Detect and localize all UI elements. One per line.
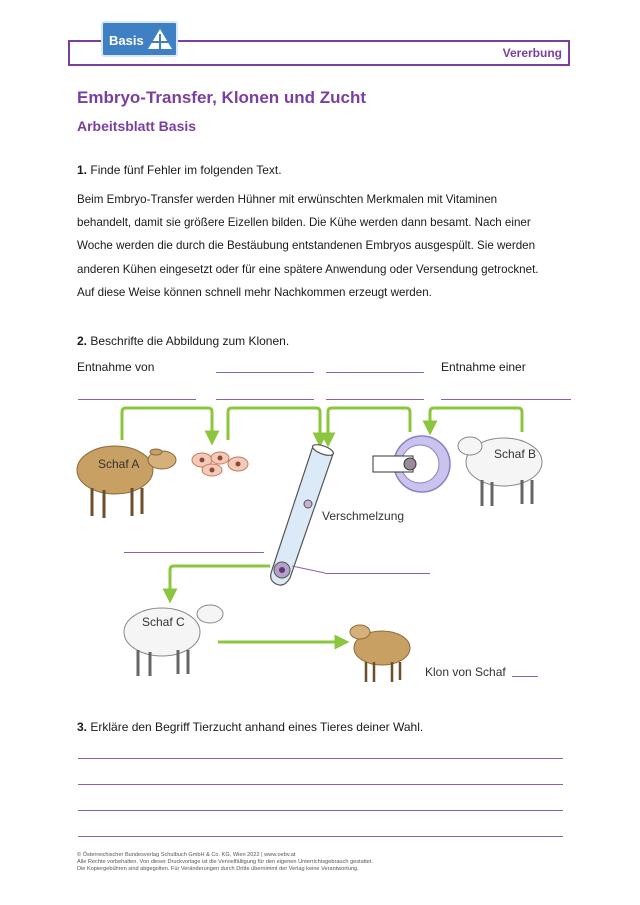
arrow-sheep-a-to-cells xyxy=(122,408,212,440)
triangle-icon xyxy=(147,28,173,50)
task3-number: 3. xyxy=(77,720,88,734)
answer-line[interactable] xyxy=(216,372,314,373)
task3-prompt: Erkläre den Begriff Tierzucht anhand eines Tieres deiner Wahl. xyxy=(90,720,424,734)
task2-number: 2. xyxy=(77,334,88,348)
task1-line: behandelt, damit sie größere Eizellen bilden. Die Kühe werden dann besamt. Nach einer xyxy=(77,216,531,230)
task1-line: anderen Kühen eingesetzt oder für eine spätere Anwendung oder Versendung getrocknet. xyxy=(77,262,539,276)
sheep-b-label: Schaf B xyxy=(494,447,537,461)
topic-label: Vererbung xyxy=(502,46,562,60)
arrow-sheep-b-to-egg xyxy=(430,408,522,432)
task3-heading xyxy=(77,720,423,734)
arrow-cells-to-tube xyxy=(228,408,320,440)
clone-label: Klon von Schaf xyxy=(425,665,506,679)
task1-text xyxy=(77,188,577,304)
task1-heading xyxy=(77,163,282,177)
label-entnahme-einer: Entnahme einer xyxy=(441,360,526,374)
cloning-diagram xyxy=(70,400,570,700)
answer-line[interactable] xyxy=(78,784,563,785)
basis-logo xyxy=(101,21,178,57)
arrow-tube-to-sheep-c xyxy=(170,566,270,596)
sheep-c-label: Schaf C xyxy=(142,615,185,629)
footer-line: Alle Rechte vorbehalten. Von dieser Druckvorlage ist die Vervielfältigung für den eigenen Unterrichtsgebrauch gestattet. xyxy=(77,859,374,866)
answer-line[interactable] xyxy=(78,836,563,837)
task2-prompt: Beschrifte die Abbildung zum Klonen. xyxy=(90,334,290,348)
sheep-a-label: Schaf A xyxy=(98,457,140,471)
footer-line: Die Kopiergebühren sind abgegolten. Für Veränderungen durch Dritte übernimmt der Verlag keine Verantwortung. xyxy=(77,866,359,873)
label-entnahme-von: Entnahme von xyxy=(77,360,155,374)
task1-line: Auf diese Weise können schnell mehr Nachkommen erzeugt werden. xyxy=(77,285,432,299)
task1-line: Woche werden die durch die Bestäubung entstandenen Embryos ausgespült. Sie werden xyxy=(77,239,536,253)
clone-lamb-illustration xyxy=(350,625,410,682)
footer-line: © Österreichischer Bundesverlag Schulbuch GmbH & Co. KG, Wien 2022 | www.oebv.at xyxy=(77,852,296,858)
page-subtitle: Arbeitsblatt Basis xyxy=(77,118,197,134)
egg-cell-illustration xyxy=(373,436,450,492)
page-title: Embryo-Transfer, Klonen und Zucht xyxy=(77,88,367,107)
copyright-footer xyxy=(77,852,373,874)
logo-text: Basis xyxy=(109,33,144,48)
task2-heading xyxy=(77,334,289,348)
answer-line[interactable] xyxy=(78,758,563,759)
fusion-label: Verschmelzung xyxy=(322,509,405,523)
task1-line: Beim Embryo-Transfer werden Hühner mit erwünschten Merkmalen mit Vitaminen xyxy=(77,193,498,206)
fusion-pointer-line xyxy=(292,566,325,573)
task1-number: 1. xyxy=(77,163,88,177)
answer-line[interactable] xyxy=(326,372,424,373)
arrow-egg-to-tube xyxy=(328,408,410,440)
answer-line[interactable] xyxy=(78,810,563,811)
body-cells-illustration xyxy=(192,452,248,476)
task1-prompt: Finde fünf Fehler im folgenden Text. xyxy=(90,163,282,177)
